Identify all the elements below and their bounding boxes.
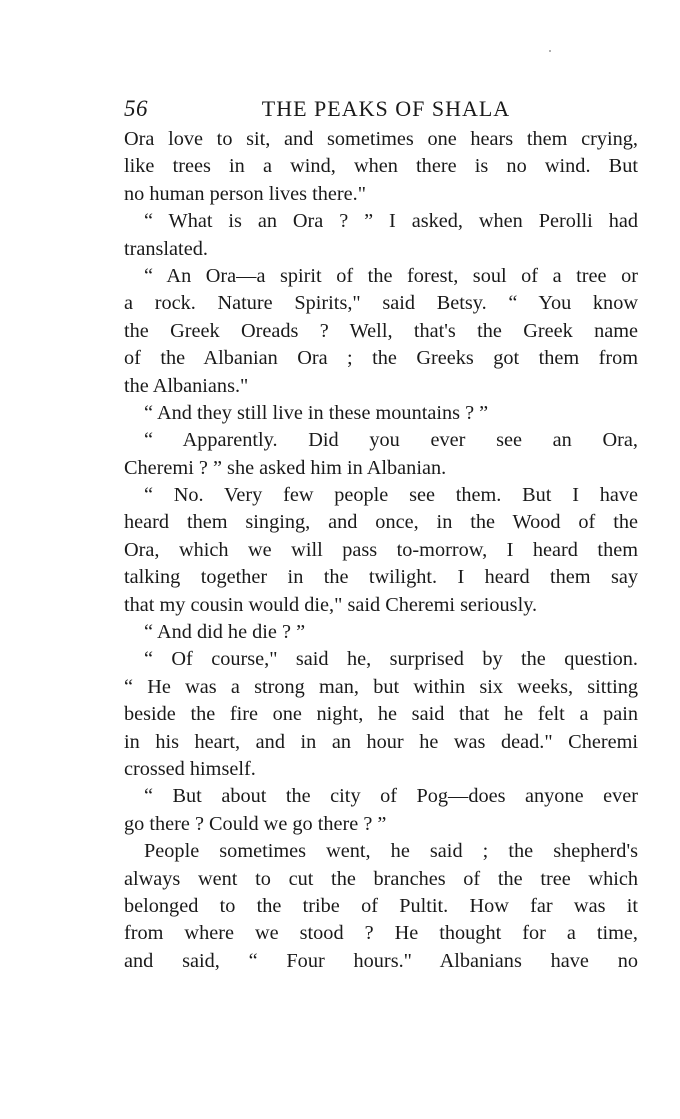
text-line: in his heart, and in an hour he was dead." Cheremi (124, 730, 638, 753)
text-line: “ He was a strong man, but within six weeks, sitting (124, 675, 638, 698)
text-line: “ An Ora—a spirit of the forest, soul of a tree or (144, 264, 638, 287)
text-line: “ What is an Ora ? ” I asked, when Perolli had (144, 210, 638, 233)
text-line: Ora love to sit, and sometimes one hears them crying, (124, 128, 638, 150)
text-line: talking together in the twilight. I heard them say (124, 566, 638, 589)
page-speck (549, 50, 551, 52)
text-line: Ora, which we will pass to-morrow, I heard them (124, 538, 638, 561)
text-line: and said, “ Four hours." Albanians have no (124, 949, 638, 972)
text-line: “ And did he die ? ” (144, 621, 306, 644)
page-header (124, 93, 638, 125)
text-line: “ And they still live in these mountains ? ” (144, 401, 489, 424)
body-text (124, 126, 638, 975)
text-line: go there ? Could we go there ? ” (124, 812, 387, 835)
text-line: belonged to the tribe of Pultit. How far was it (124, 894, 638, 917)
page-number: 56 (124, 96, 148, 121)
text-line: always went to cut the branches of the tree which (124, 867, 638, 890)
text-line: beside the fire one night, he said that he felt a pain (124, 703, 638, 726)
text-line: no human person lives there." (124, 182, 367, 205)
text-line: heard them singing, and once, in the Wood of the (124, 511, 638, 534)
book-page (124, 93, 638, 975)
text-line: crossed himself. (124, 757, 256, 780)
text-line: People sometimes went, he said ; the shepherd's (144, 840, 638, 863)
text-line: translated. (124, 237, 208, 260)
text-line: “ Of course," said he, surprised by the question. (144, 648, 638, 671)
text-line: “ Apparently. Did you ever see an Ora, (144, 429, 638, 452)
text-line: like trees in a wind, when there is no wind. But (124, 155, 638, 178)
running-title: THE PEAKS OF SHALA (261, 96, 511, 121)
text-line: from where we stood ? He thought for a time, (124, 922, 638, 945)
text-line: “ No. Very few people see them. But I have (144, 484, 638, 507)
text-line: that my cousin would die," said Cheremi seriously. (124, 593, 538, 616)
text-line: a rock. Nature Spirits," said Betsy. “ You know (124, 292, 638, 315)
text-line: of the Albanian Ora ; the Greeks got them from (124, 347, 638, 370)
text-line: the Greek Oreads ? Well, that's the Greek name (124, 319, 638, 342)
text-line: Cheremi ? ” she asked him in Albanian. (124, 456, 447, 479)
text-line: “ But about the city of Pog—does anyone ever (144, 785, 638, 808)
text-line: the Albanians." (124, 374, 249, 397)
